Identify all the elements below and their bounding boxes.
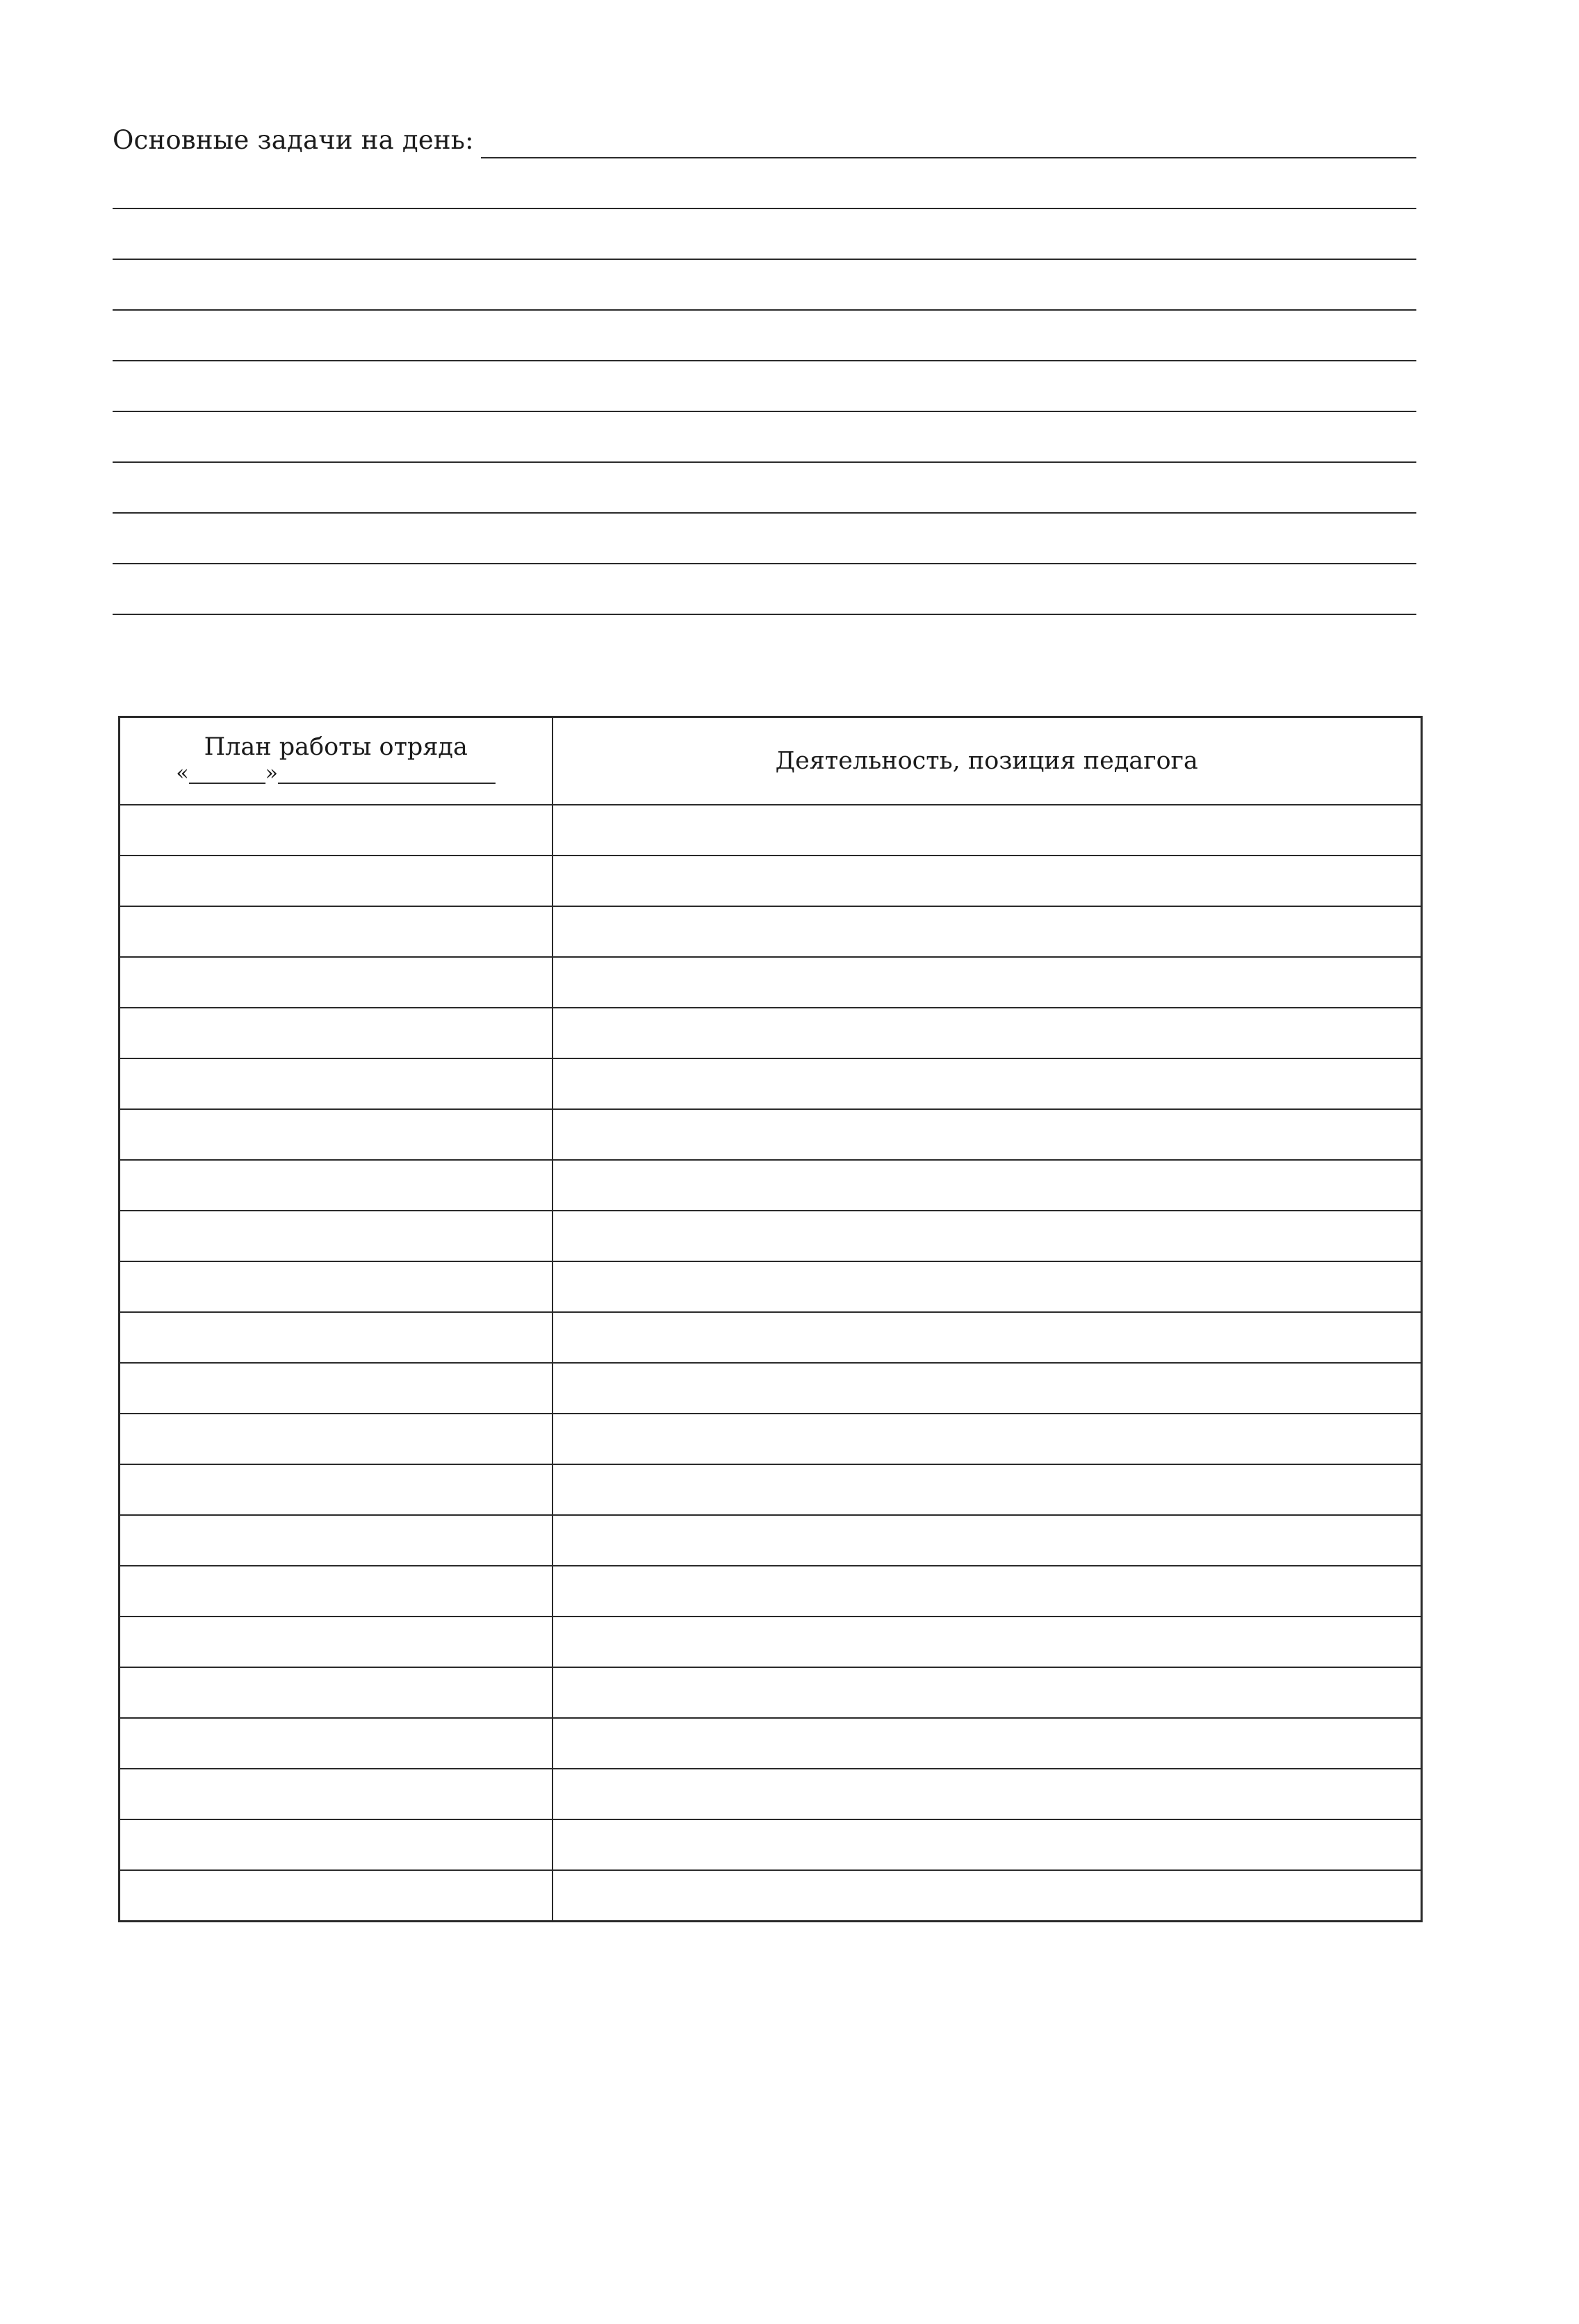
activity-column-header: [553, 717, 1422, 805]
plan-cell[interactable]: [120, 1211, 553, 1261]
table-row: [120, 1261, 1422, 1312]
plan-cell[interactable]: [120, 1160, 553, 1211]
activity-cell[interactable]: [553, 1109, 1422, 1160]
table-row: [120, 1515, 1422, 1566]
task-blank-line[interactable]: [113, 311, 1416, 361]
table-row: [120, 1566, 1422, 1617]
plan-cell[interactable]: [120, 1312, 553, 1363]
activity-cell[interactable]: [553, 1667, 1422, 1718]
plan-table-body: [120, 805, 1422, 1922]
task-blank-line[interactable]: [113, 564, 1416, 615]
activity-cell[interactable]: [553, 1566, 1422, 1617]
table-row: [120, 1667, 1422, 1718]
plan-cell[interactable]: [120, 1718, 553, 1769]
plan-table: [118, 716, 1423, 1922]
plan-cell[interactable]: [120, 1819, 553, 1870]
table-row: [120, 1058, 1422, 1109]
plan-cell[interactable]: [120, 1058, 553, 1109]
table-row: [120, 1312, 1422, 1363]
activity-cell[interactable]: [553, 1058, 1422, 1109]
task-blank-line[interactable]: [113, 463, 1416, 514]
activity-cell[interactable]: [553, 1769, 1422, 1819]
activity-cell[interactable]: [553, 1515, 1422, 1566]
activity-cell[interactable]: [553, 1261, 1422, 1312]
plan-cell[interactable]: [120, 1566, 553, 1617]
table-row: [120, 1718, 1422, 1769]
activity-cell[interactable]: [553, 1008, 1422, 1058]
activity-cell[interactable]: [553, 1617, 1422, 1667]
table-row: [120, 1464, 1422, 1515]
table-row: [120, 1819, 1422, 1870]
date-field[interactable]: [176, 763, 496, 784]
activity-column-title: Деятельность, позиция педагога: [775, 747, 1198, 775]
plan-cell[interactable]: [120, 856, 553, 906]
plan-cell[interactable]: [120, 957, 553, 1008]
plan-column-title: План работы отряда: [204, 733, 468, 761]
task-blank-line[interactable]: [113, 158, 1416, 209]
tasks-entry-line[interactable]: [481, 156, 1416, 158]
date-close-quote: »: [265, 761, 278, 786]
plan-cell[interactable]: [120, 1414, 553, 1464]
table-row: [120, 1160, 1422, 1211]
table-row: [120, 906, 1422, 957]
table-header-row: [120, 717, 1422, 805]
table-row: [120, 1769, 1422, 1819]
date-month-blank[interactable]: [278, 764, 496, 784]
plan-cell[interactable]: [120, 805, 553, 856]
task-blank-line[interactable]: [113, 209, 1416, 260]
activity-cell[interactable]: [553, 1819, 1422, 1870]
plan-cell[interactable]: [120, 906, 553, 957]
activity-cell[interactable]: [553, 805, 1422, 856]
activity-cell[interactable]: [553, 1312, 1422, 1363]
plan-cell[interactable]: [120, 1363, 553, 1414]
plan-cell[interactable]: [120, 1769, 553, 1819]
table-row: [120, 856, 1422, 906]
task-blank-line[interactable]: [113, 412, 1416, 463]
plan-cell[interactable]: [120, 1617, 553, 1667]
tasks-first-row: [113, 118, 1416, 158]
table-row: [120, 1617, 1422, 1667]
tasks-label: Основные задачи на день:: [113, 125, 474, 155]
table-row: [120, 1870, 1422, 1922]
activity-cell[interactable]: [553, 1718, 1422, 1769]
activity-cell[interactable]: [553, 1211, 1422, 1261]
plan-cell[interactable]: [120, 1870, 553, 1922]
table-row: [120, 1414, 1422, 1464]
activity-cell[interactable]: [553, 1414, 1422, 1464]
activity-cell[interactable]: [553, 1160, 1422, 1211]
table-row: [120, 1109, 1422, 1160]
daily-tasks-section: [113, 118, 1416, 615]
task-blank-line[interactable]: [113, 514, 1416, 564]
table-row: [120, 1211, 1422, 1261]
activity-cell[interactable]: [553, 1363, 1422, 1414]
plan-cell[interactable]: [120, 1109, 553, 1160]
plan-cell[interactable]: [120, 1464, 553, 1515]
activity-cell[interactable]: [553, 957, 1422, 1008]
table-row: [120, 957, 1422, 1008]
table-row: [120, 1363, 1422, 1414]
activity-cell[interactable]: [553, 906, 1422, 957]
tasks-blank-lines: [113, 158, 1416, 615]
plan-cell[interactable]: [120, 1667, 553, 1718]
date-day-blank[interactable]: [189, 764, 265, 784]
activity-cell[interactable]: [553, 1464, 1422, 1515]
task-blank-line[interactable]: [113, 361, 1416, 412]
date-open-quote: «: [176, 761, 189, 786]
table-row: [120, 805, 1422, 856]
plan-cell[interactable]: [120, 1515, 553, 1566]
task-blank-line[interactable]: [113, 260, 1416, 311]
plan-column-header: [120, 717, 553, 805]
plan-cell[interactable]: [120, 1008, 553, 1058]
plan-cell[interactable]: [120, 1261, 553, 1312]
activity-cell[interactable]: [553, 856, 1422, 906]
table-row: [120, 1008, 1422, 1058]
activity-cell[interactable]: [553, 1870, 1422, 1922]
